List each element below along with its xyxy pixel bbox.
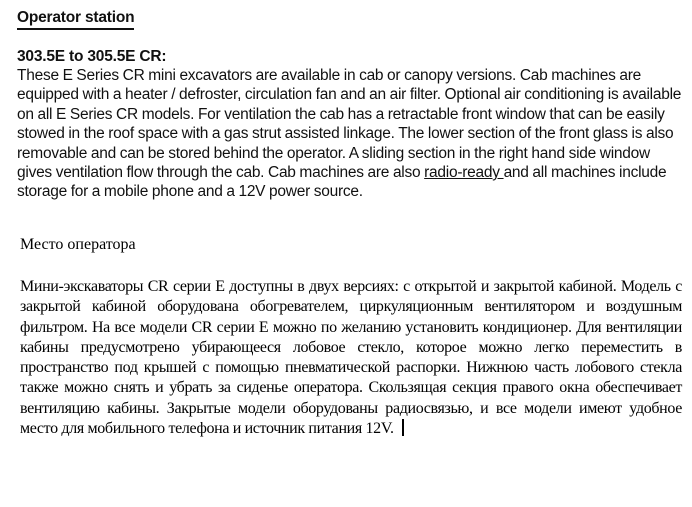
translation-paragraph[interactable] [20,277,682,439]
translation-paragraph-text[interactable]: Мини-экскаваторы CR серии E доступны в двух версиях: с открытой и закрытой кабиной. Модель с закрытой кабиной оборудована обогревателем, циркуляционным вентилятором и воздушным фильтром. На все модели CR серии E можно по желанию установить кондиционер. Для вентиляции кабины предусмотрено убирающееся лобовое стекло, которое можно легко переместить в пространство под крышей с помощью пневматической распорки. Нижнюю часть лобового стекла также можно снять и убрать за сиденье оператора. Скользящая секция правого окна обеспечивает вентиляцию кабины. Закрытые модели оборудованы радиосвязью, и все модели имеют удобное место для мобильного телефона и источник питания 12V. [20,278,682,438]
translation-editor[interactable] [20,235,682,439]
radio-ready-underlined-text: radio-ready [424,164,504,182]
source-model-range-heading: 303.5E to 305.5E CR: [17,48,167,65]
source-text-block [17,8,685,202]
text-cursor [402,419,404,436]
source-paragraph-text: These E Series CR mini excavators are available in cab or canopy versions. Cab machines are equipped with a heater / defroster, circulation fan and an air filter. Optional air conditioning is available on all E Series CR models. For ventilation the cab has a retractable front window that can be easily stowed in the roof space with a gas strut assisted linkage. The lower section of the front glass is also removable and can be stored behind the operator. A sliding section in the right hand side window gives ventilation flow through the cab. Cab machines are also [17,67,682,182]
source-section-title: Operator station [17,8,134,30]
source-paragraph-text-end: and all machines include storage for a mobile phone and a 12V power source. [17,164,667,201]
source-paragraph [17,66,685,202]
translation-section-title[interactable]: Место оператора [20,236,136,253]
